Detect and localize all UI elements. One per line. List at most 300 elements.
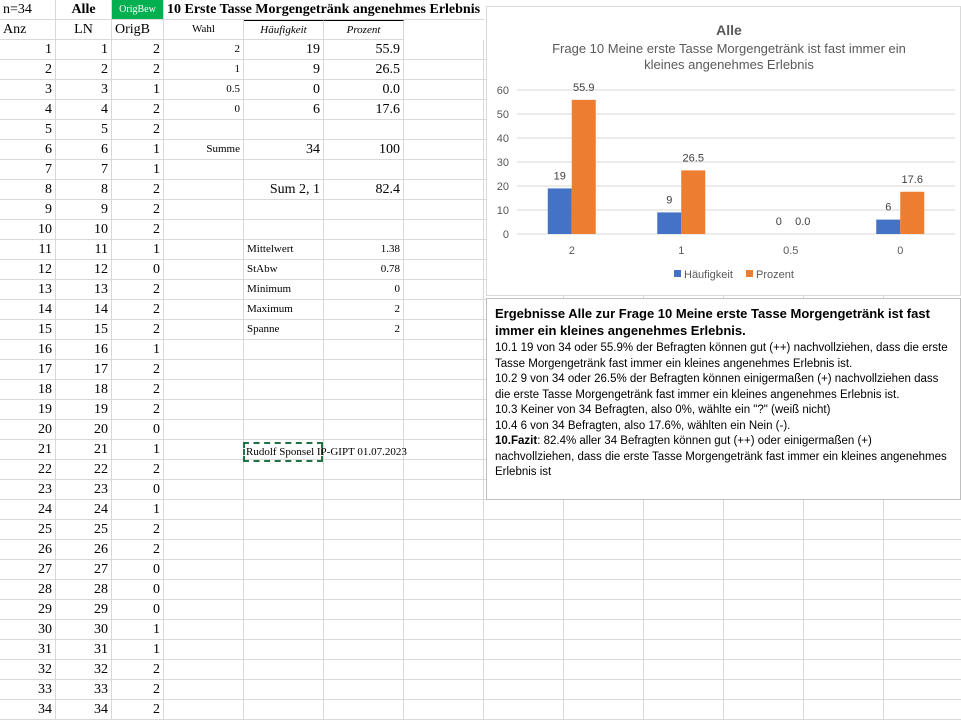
haeufigkeit-header[interactable]: Häufigkeit <box>244 20 324 40</box>
ln-cell[interactable]: 6 <box>56 140 112 160</box>
stat-value[interactable]: 0.78 <box>324 260 404 280</box>
empty-cell[interactable] <box>564 600 644 620</box>
wahl-value[interactable]: 1 <box>164 60 244 80</box>
empty-cell[interactable] <box>404 680 484 700</box>
anz-cell[interactable]: 7 <box>0 160 56 180</box>
stat-label[interactable]: Mittelwert <box>244 240 324 260</box>
ln-cell[interactable]: 9 <box>56 200 112 220</box>
haeufigkeit-value[interactable]: 6 <box>244 100 324 120</box>
origb-cell[interactable]: 2 <box>112 380 164 400</box>
anz-cell[interactable]: 34 <box>0 700 56 720</box>
origb-cell[interactable]: 2 <box>112 400 164 420</box>
sum21-value[interactable]: 82.4 <box>324 180 404 200</box>
empty-cell[interactable] <box>804 700 884 720</box>
empty-cell[interactable] <box>244 700 324 720</box>
bar-prozent[interactable] <box>900 192 924 234</box>
origb-cell[interactable]: 2 <box>112 40 164 60</box>
empty-cell[interactable] <box>564 700 644 720</box>
origb-cell[interactable]: 1 <box>112 620 164 640</box>
anz-header[interactable]: Anz <box>0 20 56 40</box>
empty-cell[interactable] <box>724 520 804 540</box>
origb-cell[interactable]: 1 <box>112 80 164 100</box>
empty-cell[interactable] <box>244 480 324 500</box>
empty-cell[interactable] <box>724 560 804 580</box>
empty-cell[interactable] <box>324 160 404 180</box>
empty-cell[interactable] <box>484 680 564 700</box>
empty-cell[interactable] <box>164 660 244 680</box>
empty-cell[interactable] <box>244 120 324 140</box>
empty-cell[interactable] <box>164 200 244 220</box>
origb-cell[interactable]: 2 <box>112 460 164 480</box>
stat-label[interactable]: Maximum <box>244 300 324 320</box>
empty-cell[interactable] <box>244 340 324 360</box>
empty-cell[interactable] <box>164 680 244 700</box>
empty-cell[interactable] <box>164 380 244 400</box>
empty-cell[interactable] <box>164 220 244 240</box>
empty-cell[interactable] <box>724 700 804 720</box>
empty-cell[interactable] <box>404 540 484 560</box>
bar-haeufigkeit[interactable] <box>657 212 681 234</box>
empty-cell[interactable] <box>244 380 324 400</box>
ln-cell[interactable]: 12 <box>56 260 112 280</box>
origb-cell[interactable]: 1 <box>112 160 164 180</box>
ln-cell[interactable]: 32 <box>56 660 112 680</box>
empty-cell[interactable] <box>404 80 484 100</box>
empty-cell[interactable] <box>244 560 324 580</box>
empty-cell[interactable] <box>724 540 804 560</box>
empty-cell[interactable] <box>804 620 884 640</box>
ln-cell[interactable]: 10 <box>56 220 112 240</box>
empty-cell[interactable] <box>164 500 244 520</box>
empty-cell[interactable] <box>324 420 404 440</box>
anz-cell[interactable]: 33 <box>0 680 56 700</box>
empty-cell[interactable] <box>564 520 644 540</box>
empty-cell[interactable] <box>164 440 244 460</box>
stat-label[interactable]: Spanne <box>244 320 324 340</box>
ln-cell[interactable]: 20 <box>56 420 112 440</box>
empty-cell[interactable] <box>164 240 244 260</box>
anz-cell[interactable]: 32 <box>0 660 56 680</box>
empty-cell[interactable] <box>804 680 884 700</box>
empty-cell[interactable] <box>724 620 804 640</box>
empty-cell[interactable] <box>324 380 404 400</box>
ln-cell[interactable]: 23 <box>56 480 112 500</box>
origb-cell[interactable]: 2 <box>112 280 164 300</box>
ln-cell[interactable]: 34 <box>56 700 112 720</box>
empty-cell[interactable] <box>324 580 404 600</box>
empty-cell[interactable] <box>644 660 724 680</box>
origb-cell[interactable]: 2 <box>112 680 164 700</box>
empty-cell[interactable] <box>404 280 484 300</box>
ln-cell[interactable]: 29 <box>56 600 112 620</box>
empty-cell[interactable] <box>244 620 324 640</box>
empty-cell[interactable] <box>244 640 324 660</box>
origb-cell[interactable]: 2 <box>112 540 164 560</box>
empty-cell[interactable] <box>644 500 724 520</box>
empty-cell[interactable] <box>564 640 644 660</box>
ln-header[interactable]: LN <box>56 20 112 40</box>
prozent-value[interactable]: 17.6 <box>324 100 404 120</box>
stat-value[interactable]: 0 <box>324 280 404 300</box>
empty-cell[interactable] <box>884 520 961 540</box>
origb-cell[interactable]: 1 <box>112 340 164 360</box>
empty-cell[interactable] <box>164 420 244 440</box>
anz-cell[interactable]: 22 <box>0 460 56 480</box>
anz-cell[interactable]: 24 <box>0 500 56 520</box>
empty-cell[interactable] <box>804 500 884 520</box>
empty-cell[interactable] <box>484 580 564 600</box>
ln-cell[interactable]: 24 <box>56 500 112 520</box>
empty-cell[interactable] <box>404 620 484 640</box>
empty-cell[interactable] <box>644 580 724 600</box>
empty-cell[interactable] <box>724 500 804 520</box>
empty-cell[interactable] <box>884 600 961 620</box>
origb-cell[interactable]: 2 <box>112 220 164 240</box>
empty-cell[interactable] <box>724 660 804 680</box>
empty-cell[interactable] <box>324 200 404 220</box>
empty-cell[interactable] <box>404 320 484 340</box>
empty-cell[interactable] <box>564 660 644 680</box>
empty-cell[interactable] <box>484 640 564 660</box>
anz-cell[interactable]: 30 <box>0 620 56 640</box>
empty-cell[interactable] <box>324 120 404 140</box>
empty-cell[interactable] <box>644 520 724 540</box>
empty-cell[interactable] <box>404 460 484 480</box>
ln-cell[interactable]: 5 <box>56 120 112 140</box>
origb-cell[interactable]: 1 <box>112 500 164 520</box>
empty-cell[interactable] <box>404 400 484 420</box>
anz-cell[interactable]: 8 <box>0 180 56 200</box>
empty-cell[interactable] <box>404 480 484 500</box>
empty-cell[interactable] <box>644 600 724 620</box>
ln-cell[interactable]: 17 <box>56 360 112 380</box>
origb-header[interactable]: OrigB <box>112 20 164 40</box>
origb-cell[interactable]: 1 <box>112 140 164 160</box>
empty-cell[interactable] <box>324 400 404 420</box>
empty-cell[interactable] <box>404 440 484 460</box>
empty-cell[interactable] <box>724 580 804 600</box>
summe-haeufigkeit[interactable]: 34 <box>244 140 324 160</box>
anz-cell[interactable]: 13 <box>0 280 56 300</box>
empty-cell[interactable] <box>804 540 884 560</box>
empty-cell[interactable] <box>724 680 804 700</box>
empty-cell[interactable] <box>324 600 404 620</box>
empty-cell[interactable] <box>404 160 484 180</box>
stat-value[interactable]: 2 <box>324 300 404 320</box>
origb-cell[interactable]: 1 <box>112 640 164 660</box>
origb-cell[interactable]: 0 <box>112 560 164 580</box>
anz-cell[interactable]: 21 <box>0 440 56 460</box>
empty-cell[interactable] <box>404 580 484 600</box>
ln-cell[interactable]: 26 <box>56 540 112 560</box>
origb-cell[interactable]: 2 <box>112 320 164 340</box>
empty-cell[interactable] <box>164 120 244 140</box>
empty-cell[interactable] <box>164 600 244 620</box>
empty-cell[interactable] <box>564 620 644 640</box>
anz-cell[interactable]: 31 <box>0 640 56 660</box>
empty-cell[interactable] <box>244 680 324 700</box>
empty-cell[interactable] <box>644 700 724 720</box>
empty-cell[interactable] <box>404 420 484 440</box>
ln-cell[interactable]: 22 <box>56 460 112 480</box>
origb-cell[interactable]: 0 <box>112 600 164 620</box>
empty-cell[interactable] <box>804 520 884 540</box>
anz-cell[interactable]: 19 <box>0 400 56 420</box>
empty-cell[interactable] <box>884 640 961 660</box>
prozent-value[interactable]: 55.9 <box>324 40 404 60</box>
empty-cell[interactable] <box>244 500 324 520</box>
empty-cell[interactable] <box>404 40 484 60</box>
anz-cell[interactable]: 10 <box>0 220 56 240</box>
anz-cell[interactable]: 20 <box>0 420 56 440</box>
empty-cell[interactable] <box>724 640 804 660</box>
haeufigkeit-value[interactable]: 0 <box>244 80 324 100</box>
bar-chart[interactable] <box>486 6 961 296</box>
wahl-header[interactable]: Wahl <box>164 20 244 40</box>
bar-haeufigkeit[interactable] <box>876 220 900 234</box>
empty-cell[interactable] <box>564 560 644 580</box>
origb-cell[interactable]: 0 <box>112 260 164 280</box>
origb-cell[interactable]: 1 <box>112 240 164 260</box>
empty-cell[interactable] <box>884 560 961 580</box>
empty-cell[interactable] <box>404 600 484 620</box>
empty-cell[interactable] <box>324 620 404 640</box>
empty-cell[interactable] <box>324 460 404 480</box>
anz-cell[interactable]: 25 <box>0 520 56 540</box>
empty-cell[interactable] <box>324 540 404 560</box>
empty-cell[interactable] <box>484 660 564 680</box>
anz-cell[interactable]: 12 <box>0 260 56 280</box>
empty-cell[interactable] <box>164 460 244 480</box>
empty-cell[interactable] <box>164 540 244 560</box>
ln-cell[interactable]: 1 <box>56 40 112 60</box>
empty-cell[interactable] <box>404 220 484 240</box>
signature-cell[interactable]: Rudolf Sponsel IP-GIPT 01.07.2023 <box>243 442 323 462</box>
anz-cell[interactable]: 15 <box>0 320 56 340</box>
empty-cell[interactable] <box>404 140 484 160</box>
empty-cell[interactable] <box>324 640 404 660</box>
empty-cell[interactable] <box>164 340 244 360</box>
sum21-label[interactable]: Sum 2, 1 <box>244 180 324 200</box>
origb-cell[interactable]: 2 <box>112 200 164 220</box>
anz-cell[interactable]: 9 <box>0 200 56 220</box>
empty-cell[interactable] <box>484 560 564 580</box>
origb-cell[interactable]: 2 <box>112 660 164 680</box>
empty-cell[interactable] <box>164 640 244 660</box>
empty-cell[interactable] <box>164 700 244 720</box>
origb-cell[interactable]: 2 <box>112 180 164 200</box>
empty-cell[interactable] <box>484 620 564 640</box>
empty-cell[interactable] <box>804 580 884 600</box>
ln-cell[interactable]: 31 <box>56 640 112 660</box>
ln-cell[interactable]: 2 <box>56 60 112 80</box>
summe-label[interactable]: Summe <box>164 140 244 160</box>
ln-cell[interactable]: 21 <box>56 440 112 460</box>
anz-cell[interactable]: 27 <box>0 560 56 580</box>
anz-cell[interactable]: 23 <box>0 480 56 500</box>
empty-cell[interactable] <box>324 660 404 680</box>
empty-cell[interactable] <box>804 560 884 580</box>
empty-cell[interactable] <box>484 520 564 540</box>
empty-cell[interactable] <box>244 660 324 680</box>
prozent-value[interactable]: 26.5 <box>324 60 404 80</box>
stat-label[interactable]: StAbw <box>244 260 324 280</box>
empty-cell[interactable] <box>644 620 724 640</box>
empty-cell[interactable] <box>164 320 244 340</box>
empty-cell[interactable] <box>324 560 404 580</box>
empty-cell[interactable] <box>244 220 324 240</box>
empty-cell[interactable] <box>404 60 484 80</box>
empty-cell[interactable] <box>404 700 484 720</box>
ln-cell[interactable]: 30 <box>56 620 112 640</box>
empty-cell[interactable] <box>404 260 484 280</box>
empty-cell[interactable] <box>404 500 484 520</box>
empty-cell[interactable] <box>324 520 404 540</box>
empty-cell[interactable] <box>324 360 404 380</box>
empty-cell[interactable] <box>404 120 484 140</box>
ln-cell[interactable]: 13 <box>56 280 112 300</box>
anz-cell[interactable]: 14 <box>0 300 56 320</box>
origb-cell[interactable]: 2 <box>112 360 164 380</box>
anz-cell[interactable]: 6 <box>0 140 56 160</box>
empty-cell[interactable] <box>244 400 324 420</box>
empty-cell[interactable] <box>164 520 244 540</box>
empty-cell[interactable] <box>324 700 404 720</box>
origb-cell[interactable]: 2 <box>112 300 164 320</box>
alle-cell[interactable]: Alle <box>56 0 112 20</box>
empty-cell[interactable] <box>244 200 324 220</box>
empty-cell[interactable] <box>404 180 484 200</box>
empty-cell[interactable] <box>884 700 961 720</box>
results-textbox[interactable] <box>486 298 961 500</box>
empty-cell[interactable] <box>484 600 564 620</box>
anz-cell[interactable]: 1 <box>0 40 56 60</box>
anz-cell[interactable]: 16 <box>0 340 56 360</box>
empty-cell[interactable] <box>884 500 961 520</box>
ln-cell[interactable]: 4 <box>56 100 112 120</box>
empty-cell[interactable] <box>804 640 884 660</box>
empty-cell[interactable] <box>164 620 244 640</box>
empty-cell[interactable] <box>404 100 484 120</box>
ln-cell[interactable]: 16 <box>56 340 112 360</box>
empty-cell[interactable] <box>324 220 404 240</box>
ln-cell[interactable]: 14 <box>56 300 112 320</box>
empty-cell[interactable] <box>324 480 404 500</box>
empty-cell[interactable] <box>484 500 564 520</box>
anz-cell[interactable]: 28 <box>0 580 56 600</box>
empty-cell[interactable] <box>884 680 961 700</box>
empty-cell[interactable] <box>804 600 884 620</box>
stat-label[interactable]: Minimum <box>244 280 324 300</box>
anz-cell[interactable]: 5 <box>0 120 56 140</box>
origb-cell[interactable]: 2 <box>112 700 164 720</box>
empty-cell[interactable] <box>564 580 644 600</box>
empty-cell[interactable] <box>404 640 484 660</box>
prozent-value[interactable]: 0.0 <box>324 80 404 100</box>
anz-cell[interactable]: 17 <box>0 360 56 380</box>
empty-cell[interactable] <box>244 580 324 600</box>
empty-cell[interactable] <box>644 680 724 700</box>
origb-cell[interactable]: 2 <box>112 520 164 540</box>
ln-cell[interactable]: 8 <box>56 180 112 200</box>
wahl-value[interactable]: 0.5 <box>164 80 244 100</box>
empty-cell[interactable] <box>164 160 244 180</box>
empty-cell[interactable] <box>324 500 404 520</box>
empty-cell[interactable] <box>404 560 484 580</box>
ln-cell[interactable]: 28 <box>56 580 112 600</box>
empty-cell[interactable] <box>244 540 324 560</box>
empty-cell[interactable] <box>324 340 404 360</box>
ln-cell[interactable]: 27 <box>56 560 112 580</box>
anz-cell[interactable]: 3 <box>0 80 56 100</box>
origb-cell[interactable]: 0 <box>112 420 164 440</box>
summe-prozent[interactable]: 100 <box>324 140 404 160</box>
empty-cell[interactable] <box>644 560 724 580</box>
anz-cell[interactable]: 11 <box>0 240 56 260</box>
empty-cell[interactable] <box>404 360 484 380</box>
empty-cell[interactable] <box>404 660 484 680</box>
empty-cell[interactable] <box>884 660 961 680</box>
origb-cell[interactable]: 1 <box>112 440 164 460</box>
empty-cell[interactable] <box>404 200 484 220</box>
ln-cell[interactable]: 15 <box>56 320 112 340</box>
empty-cell[interactable] <box>164 400 244 420</box>
empty-cell[interactable] <box>564 540 644 560</box>
empty-cell[interactable] <box>164 360 244 380</box>
empty-cell[interactable] <box>644 640 724 660</box>
ln-cell[interactable]: 19 <box>56 400 112 420</box>
empty-cell[interactable] <box>884 580 961 600</box>
origbew-cell[interactable]: OrigBew <box>112 0 164 20</box>
bar-haeufigkeit[interactable] <box>548 188 572 234</box>
empty-cell[interactable] <box>724 600 804 620</box>
empty-cell[interactable] <box>404 380 484 400</box>
anz-cell[interactable]: 18 <box>0 380 56 400</box>
empty-cell[interactable] <box>884 540 961 560</box>
bar-prozent[interactable] <box>572 100 596 234</box>
stat-value[interactable]: 1.38 <box>324 240 404 260</box>
empty-cell[interactable] <box>164 580 244 600</box>
empty-cell[interactable] <box>244 420 324 440</box>
empty-cell[interactable] <box>804 660 884 680</box>
sheet-title-cell[interactable]: 10 Erste Tasse Morgengetränk angenehmes Erlebnis <box>164 0 484 20</box>
empty-cell[interactable] <box>164 300 244 320</box>
haeufigkeit-value[interactable]: 19 <box>244 40 324 60</box>
ln-cell[interactable]: 3 <box>56 80 112 100</box>
empty-cell[interactable] <box>884 620 961 640</box>
empty-cell[interactable] <box>484 540 564 560</box>
empty-cell[interactable] <box>244 460 324 480</box>
empty-cell[interactable] <box>404 520 484 540</box>
origb-cell[interactable]: 2 <box>112 100 164 120</box>
empty-cell[interactable] <box>164 180 244 200</box>
empty-cell[interactable] <box>404 300 484 320</box>
origb-cell[interactable]: 2 <box>112 120 164 140</box>
empty-cell[interactable] <box>404 340 484 360</box>
empty-cell[interactable] <box>244 160 324 180</box>
anz-cell[interactable]: 2 <box>0 60 56 80</box>
ln-cell[interactable]: 11 <box>56 240 112 260</box>
empty-cell[interactable] <box>244 520 324 540</box>
origb-cell[interactable]: 2 <box>112 60 164 80</box>
prozent-header[interactable]: Prozent <box>324 20 404 40</box>
stat-value[interactable]: 2 <box>324 320 404 340</box>
empty-cell[interactable] <box>164 480 244 500</box>
anz-cell[interactable]: 26 <box>0 540 56 560</box>
empty-cell[interactable] <box>164 280 244 300</box>
empty-cell[interactable] <box>324 680 404 700</box>
empty-cell[interactable] <box>644 540 724 560</box>
